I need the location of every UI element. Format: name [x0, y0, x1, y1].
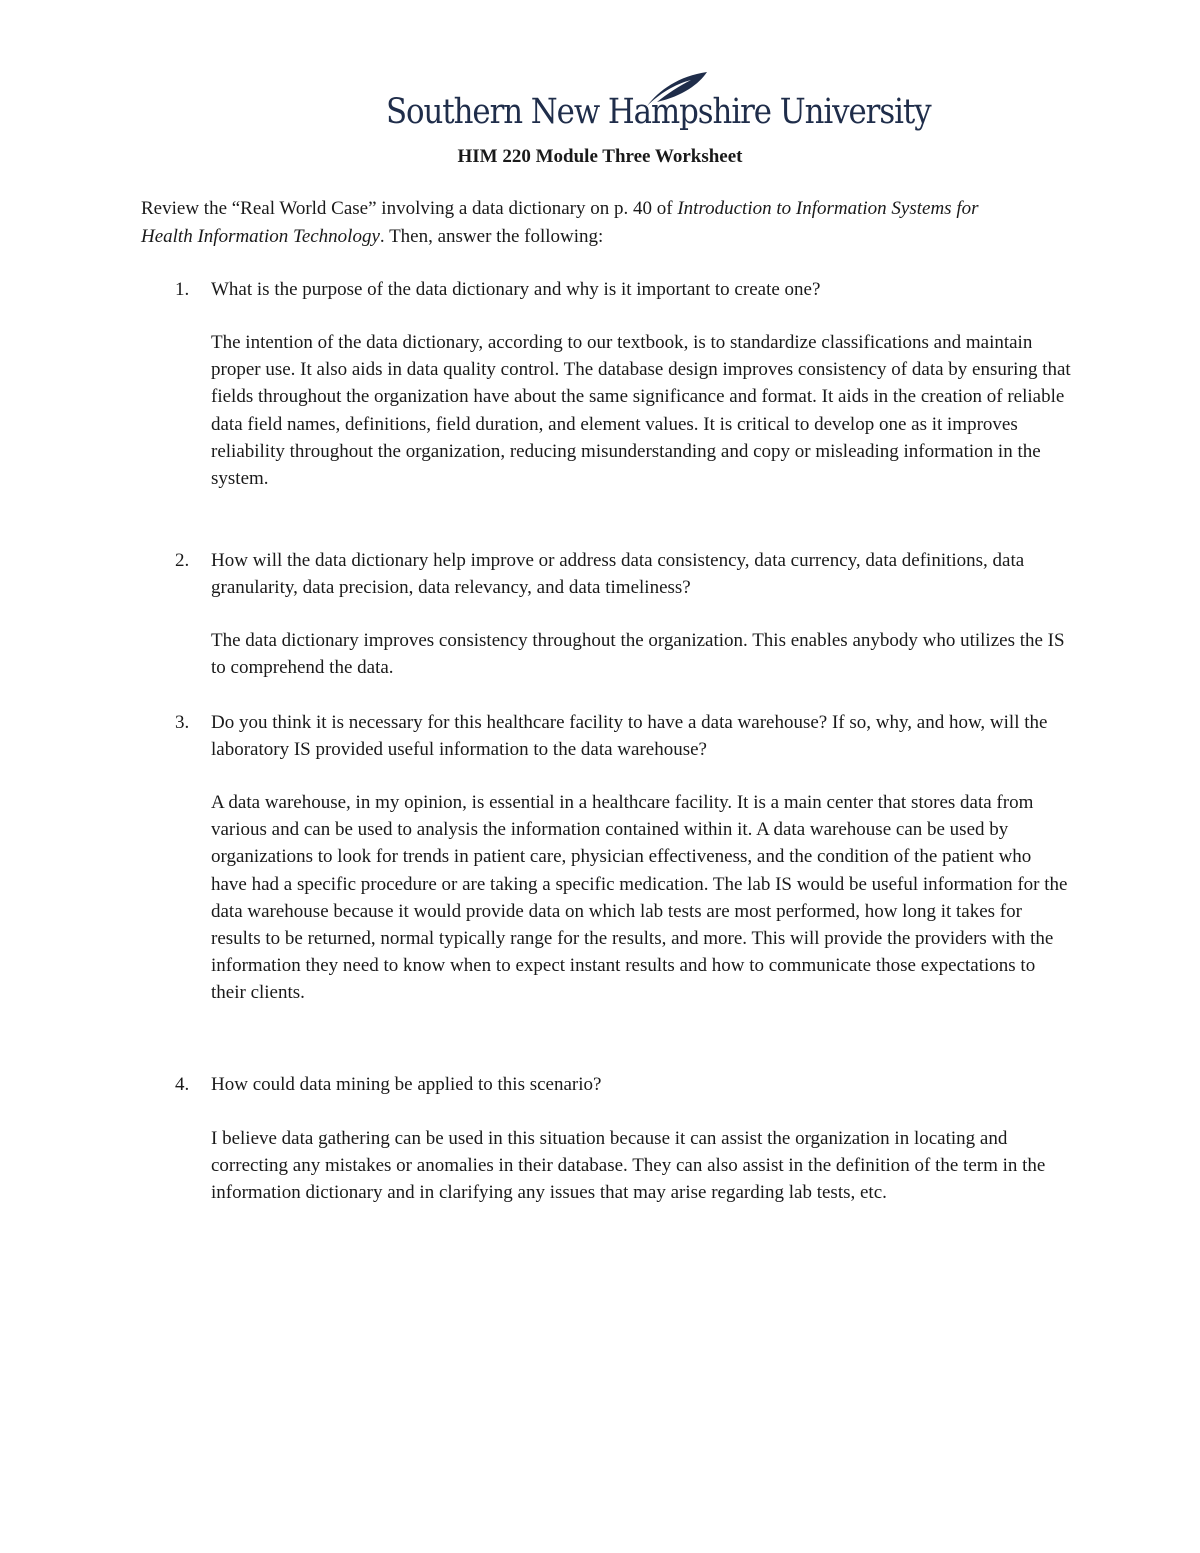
logo-wordmark: Southern New Hampshire University — [386, 92, 931, 132]
question-text: How could data mining be applied to this scenario? — [211, 1074, 602, 1095]
university-logo — [386, 70, 931, 140]
question-3 — [141, 709, 1071, 763]
question-text: What is the purpose of the data dictionary and why is it important to create one? — [211, 279, 821, 300]
intro-text-1: Review the “Real World Case” involving a data dictionary on p. 40 of — [141, 198, 678, 219]
answer-3: A data warehouse, in my opinion, is essential in a healthcare facility. It is a main center that stores data from various and can be used to analysis the information contained within it. A data warehouse can be used by organizations to look for trends in patient care, physician effectiveness, and the condition of the patient who have had a specific procedure or are taking a specific medication. The lab IS would be useful information for the data warehouse because it would provide data on which lab tests are most performed, how long it takes for results to be returned, normal typically range for the results, and more. This will provide the providers with the information they need to know when to expect instant results and how to communicate those expectations to their clients. — [211, 792, 1068, 1004]
question-number: 2. — [175, 550, 190, 571]
question-2 — [141, 547, 1071, 601]
page-title: HIM 220 Module Three Worksheet — [457, 146, 743, 167]
answer-4: I believe data gathering can be used in this situation because it can assist the organization in locating and correcting any mistakes or anomalies in their database. They can also assist in the definition of the term in the information dictionary and in clarifying any issues that may arise regarding lab tests, etc. — [211, 1128, 1046, 1204]
question-number: 1. — [175, 279, 190, 300]
intro-text-2: . Then, answer the following: — [379, 226, 604, 247]
question-text: Do you think it is necessary for this healthcare facility to have a data warehouse? If so, why, and how, will the laboratory IS provided useful information to the data warehouse? — [211, 712, 1048, 760]
question-number: 3. — [175, 712, 190, 733]
question-text: How will the data dictionary help improve or address data consistency, data currency, data definitions, data granularity, data precision, data relevancy, and data timeliness? — [211, 550, 1025, 598]
intro-paragraph — [141, 195, 1021, 251]
question-4 — [141, 1071, 1071, 1098]
book-title: Introduction to Information Systems for Health Information Technology — [141, 198, 979, 247]
answer-2: The data dictionary improves consistency throughout the organization. This enables anybody who utilizes the IS to comprehend the data. — [211, 630, 1065, 679]
question-1 — [141, 276, 1071, 303]
question-number: 4. — [175, 1074, 190, 1095]
answer-1: The intention of the data dictionary, according to our textbook, is to standardize classifications and maintain proper use. It also aids in data quality control. The database design improves consistency of data by ensuring that fields throughout the organization have about the same significance and format. It aids in the creation of reliable data field names, definitions, field duration, and element values. It is critical to develop one as it improves reliability throughout the organization, reducing misunderstanding and copy or misleading information in the system. — [211, 332, 1071, 490]
